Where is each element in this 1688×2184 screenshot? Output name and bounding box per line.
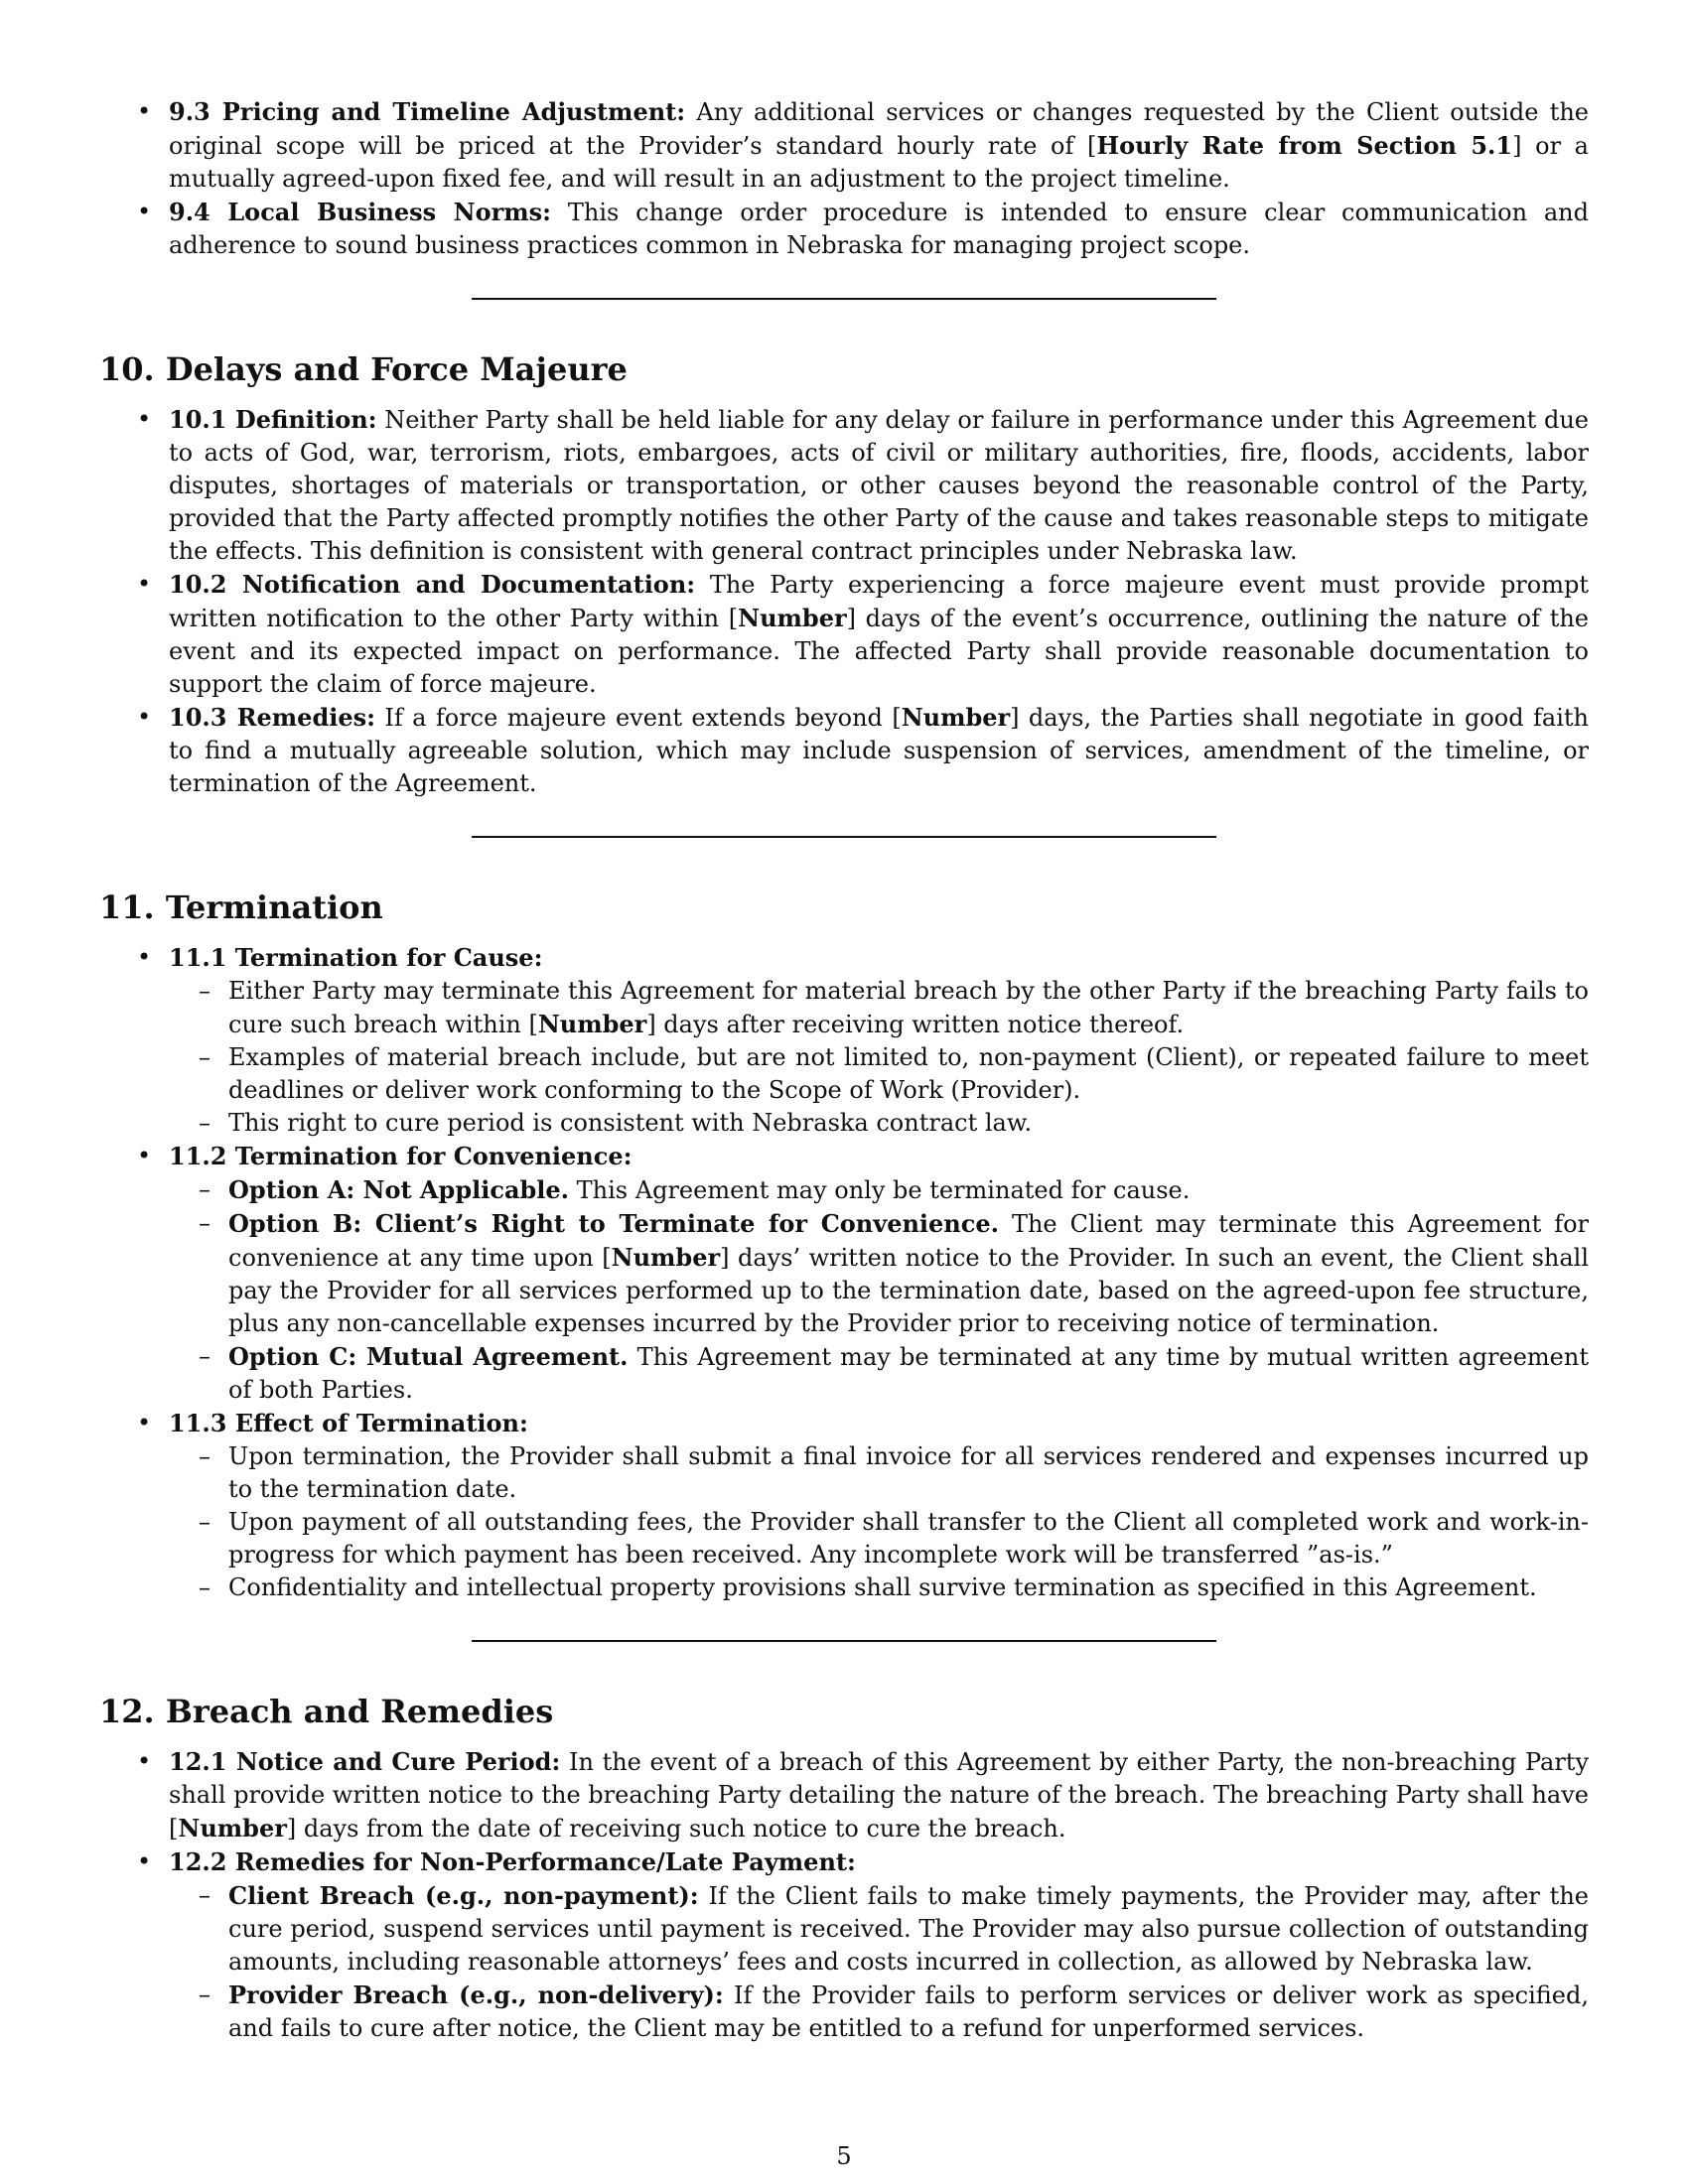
client-breach: [99, 1879, 1589, 1979]
sub-text: ] days’ written notice to the Provider. In such an event, the Client shall pay the Provider for all services performed up to the termination date, based on the agreed-upon fee structure, plus any non-cancellable expenses incurred by the Provider prior to receiving notice of termination.: [228, 1244, 1590, 1337]
option-title: Option B: Client’s Right to Terminate for Convenience.: [228, 1209, 999, 1238]
placeholder-number: Number: [738, 604, 847, 632]
section-10-heading: 10. Delays and Force Majeure: [99, 350, 628, 388]
sub-text: Upon payment of all outstanding fees, the Provider shall transfer to the Client all completed work and work-in-progress for which payment has been received. Any incomplete work will be transferred ”as-is.”: [228, 1508, 1589, 1569]
clause-text: ] days from the date of receiving such notice to cure the breach.: [286, 1815, 1066, 1843]
section-divider: [472, 1640, 1216, 1642]
sub-text: Upon termination, the Provider shall submit a final invoice for all services rendered and expenses incurred up to the termination date.: [228, 1442, 1589, 1503]
option-a: [99, 1173, 1589, 1207]
clause-11-3-sublist: [169, 1440, 1589, 1604]
placeholder-number: Number: [611, 1243, 721, 1272]
clause-10-3: [99, 701, 1589, 800]
clause-12-2-sublist: [169, 1879, 1589, 2045]
clause-title: 11.1 Termination for Cause:: [169, 943, 543, 972]
clause-title: 9.3 Pricing and Timeline Adjustment:: [169, 97, 686, 126]
clause-text: Any additional services or changes requested by the Client outside the original scope will be priced at the Provider’s standard hourly rate of [: [169, 98, 1590, 160]
sub-item: [99, 1571, 1589, 1604]
placeholder-number: Number: [537, 1010, 647, 1038]
clause-12-2: [99, 1845, 1589, 2045]
sub-text: This Agreement may only be terminated for cause.: [569, 1176, 1191, 1204]
clause-title: 11.2 Termination for Convenience:: [169, 1142, 633, 1170]
clause-text: ] days, the Parties shall negotiate in good faith to find a mutually agreeable solution, which may include suspension of services, amendment of the timeline, or termination of the Agreement.: [169, 704, 1589, 797]
option-title: Option A: Not Applicable.: [228, 1175, 570, 1204]
sub-text: Examples of material breach include, but are not limited to, non-payment (Client), or repeated failure to meet deadlines or deliver work conforming to the Scope of Work (Provider).: [228, 1043, 1589, 1104]
sub-item: [99, 1041, 1589, 1107]
clause-text: If a force majeure event extends beyond [: [375, 704, 902, 732]
clause-text: This change order procedure is intended to ensure clear communication and adherence to sound business practices common in Nebraska for managing project scope.: [169, 199, 1589, 259]
sub-item: [99, 1440, 1589, 1506]
section-11-heading: 11. Termination: [99, 888, 383, 926]
section-9-list: [99, 95, 1589, 262]
sub-item: [99, 1506, 1589, 1571]
sub-text: This right to cure period is consistent with Nebraska contract law.: [228, 1109, 1033, 1137]
clause-title: 11.3 Effect of Termination:: [169, 1409, 528, 1437]
placeholder-number: Number: [178, 1814, 287, 1843]
clause-11-3: [99, 1407, 1589, 1604]
sub-text: Confidentiality and intellectual property provisions shall survive termination as specified in this Agreement.: [228, 1573, 1537, 1601]
section-12-heading: 12. Breach and Remedies: [99, 1693, 554, 1730]
clause-10-1: [99, 403, 1589, 568]
clause-12-1: [99, 1745, 1589, 1845]
placeholder-number: Number: [901, 703, 1011, 732]
sub-text: If the Client fails to make timely payments, the Provider may, after the cure period, suspend services until payment is received. The Provider may also pursue collection of outstanding amounts, including reasonable attorneys’ fees and costs incurred in collection, as allowed by Nebraska law.: [228, 1882, 1589, 1976]
clause-title: 12.1 Notice and Cure Period:: [169, 1747, 561, 1776]
clause-title: 10.1 Definition:: [169, 405, 377, 434]
section-10-list: [99, 403, 1589, 800]
clause-title: 12.2 Remedies for Non-Performance/Late Payment:: [169, 1847, 856, 1876]
clause-9-4: [99, 196, 1589, 262]
clause-title: 10.3 Remedies:: [169, 703, 375, 732]
clause-text: Neither Party shall be held liable for any delay or failure in performance under this Agreement due to acts of God, war, terrorism, riots, embargoes, acts of civil or military authorities, fire, floods, accidents, labor disputes, shortages of materials or transportation, or other causes beyond the reasonable control of the Party, provided that the Party affected promptly notifies the other Party of the cause and takes reasonable steps to mitigate the effects. This definition is consistent with general contract principles under Nebraska law.: [169, 406, 1589, 565]
provider-breach: [99, 1979, 1589, 2045]
clause-text: ] days of the event’s occurrence, outlining the nature of the event and its expected impact on performance. The affected Party shall provide reasonable documentation to support the claim of force majeure.: [169, 605, 1589, 698]
clause-text: The Party experiencing a force majeure event must provide prompt written notification to the other Party within [: [169, 571, 1589, 632]
page-number: 5: [836, 2142, 852, 2170]
sub-text: This Agreement may be terminated at any time by mutual written agreement of both Parties.: [228, 1343, 1589, 1404]
sub-text: The Client may terminate this Agreement for convenience at any time upon [: [228, 1210, 1589, 1272]
clause-text: ] or a mutually agreed-upon fixed fee, and will result in an adjustment to the project timeline.: [169, 132, 1589, 193]
sub-text: Either Party may terminate this Agreement for material breach by the other Party if the breaching Party fails to cure such breach within [: [228, 977, 1589, 1038]
clause-11-1-sublist: [169, 975, 1589, 1140]
clause-10-2: [99, 568, 1589, 701]
sub-item: [99, 1107, 1589, 1140]
option-c: [99, 1340, 1589, 1407]
option-b: [99, 1207, 1589, 1340]
clause-11-2: [99, 1140, 1589, 1407]
placeholder-hourly-rate: Hourly Rate from Section 5.1: [1096, 131, 1513, 160]
sub-text: If the Provider fails to perform services or deliver work as specified, and fails to cure after notice, the Client may be entitled to a refund for unperformed services.: [228, 1981, 1589, 2042]
sub-item: [99, 975, 1589, 1041]
clause-text: In the event of a breach of this Agreement by either Party, the non-breaching Party shall provide written notice to the breaching Party detailing the nature of the breach. The breaching Party shall have [: [169, 1748, 1590, 1843]
clause-title: 10.2 Notification and Documentation:: [169, 570, 696, 599]
section-11-list: [99, 941, 1589, 1604]
clause-9-3: [99, 95, 1589, 196]
sub-title: Provider Breach (e.g., non-delivery):: [228, 1980, 724, 2009]
clause-11-2-sublist: [169, 1173, 1589, 1407]
option-title: Option C: Mutual Agreement.: [228, 1342, 629, 1371]
sub-text: ] days after receiving written notice thereof.: [646, 1011, 1185, 1038]
section-12-list: [99, 1745, 1589, 2045]
document-page: [99, 95, 1589, 2045]
clause-title: 9.4 Local Business Norms:: [169, 198, 552, 226]
section-divider: [472, 836, 1216, 838]
clause-11-1: [99, 941, 1589, 1140]
section-divider: [472, 298, 1216, 300]
sub-title: Client Breach (e.g., non-payment):: [228, 1881, 699, 1910]
